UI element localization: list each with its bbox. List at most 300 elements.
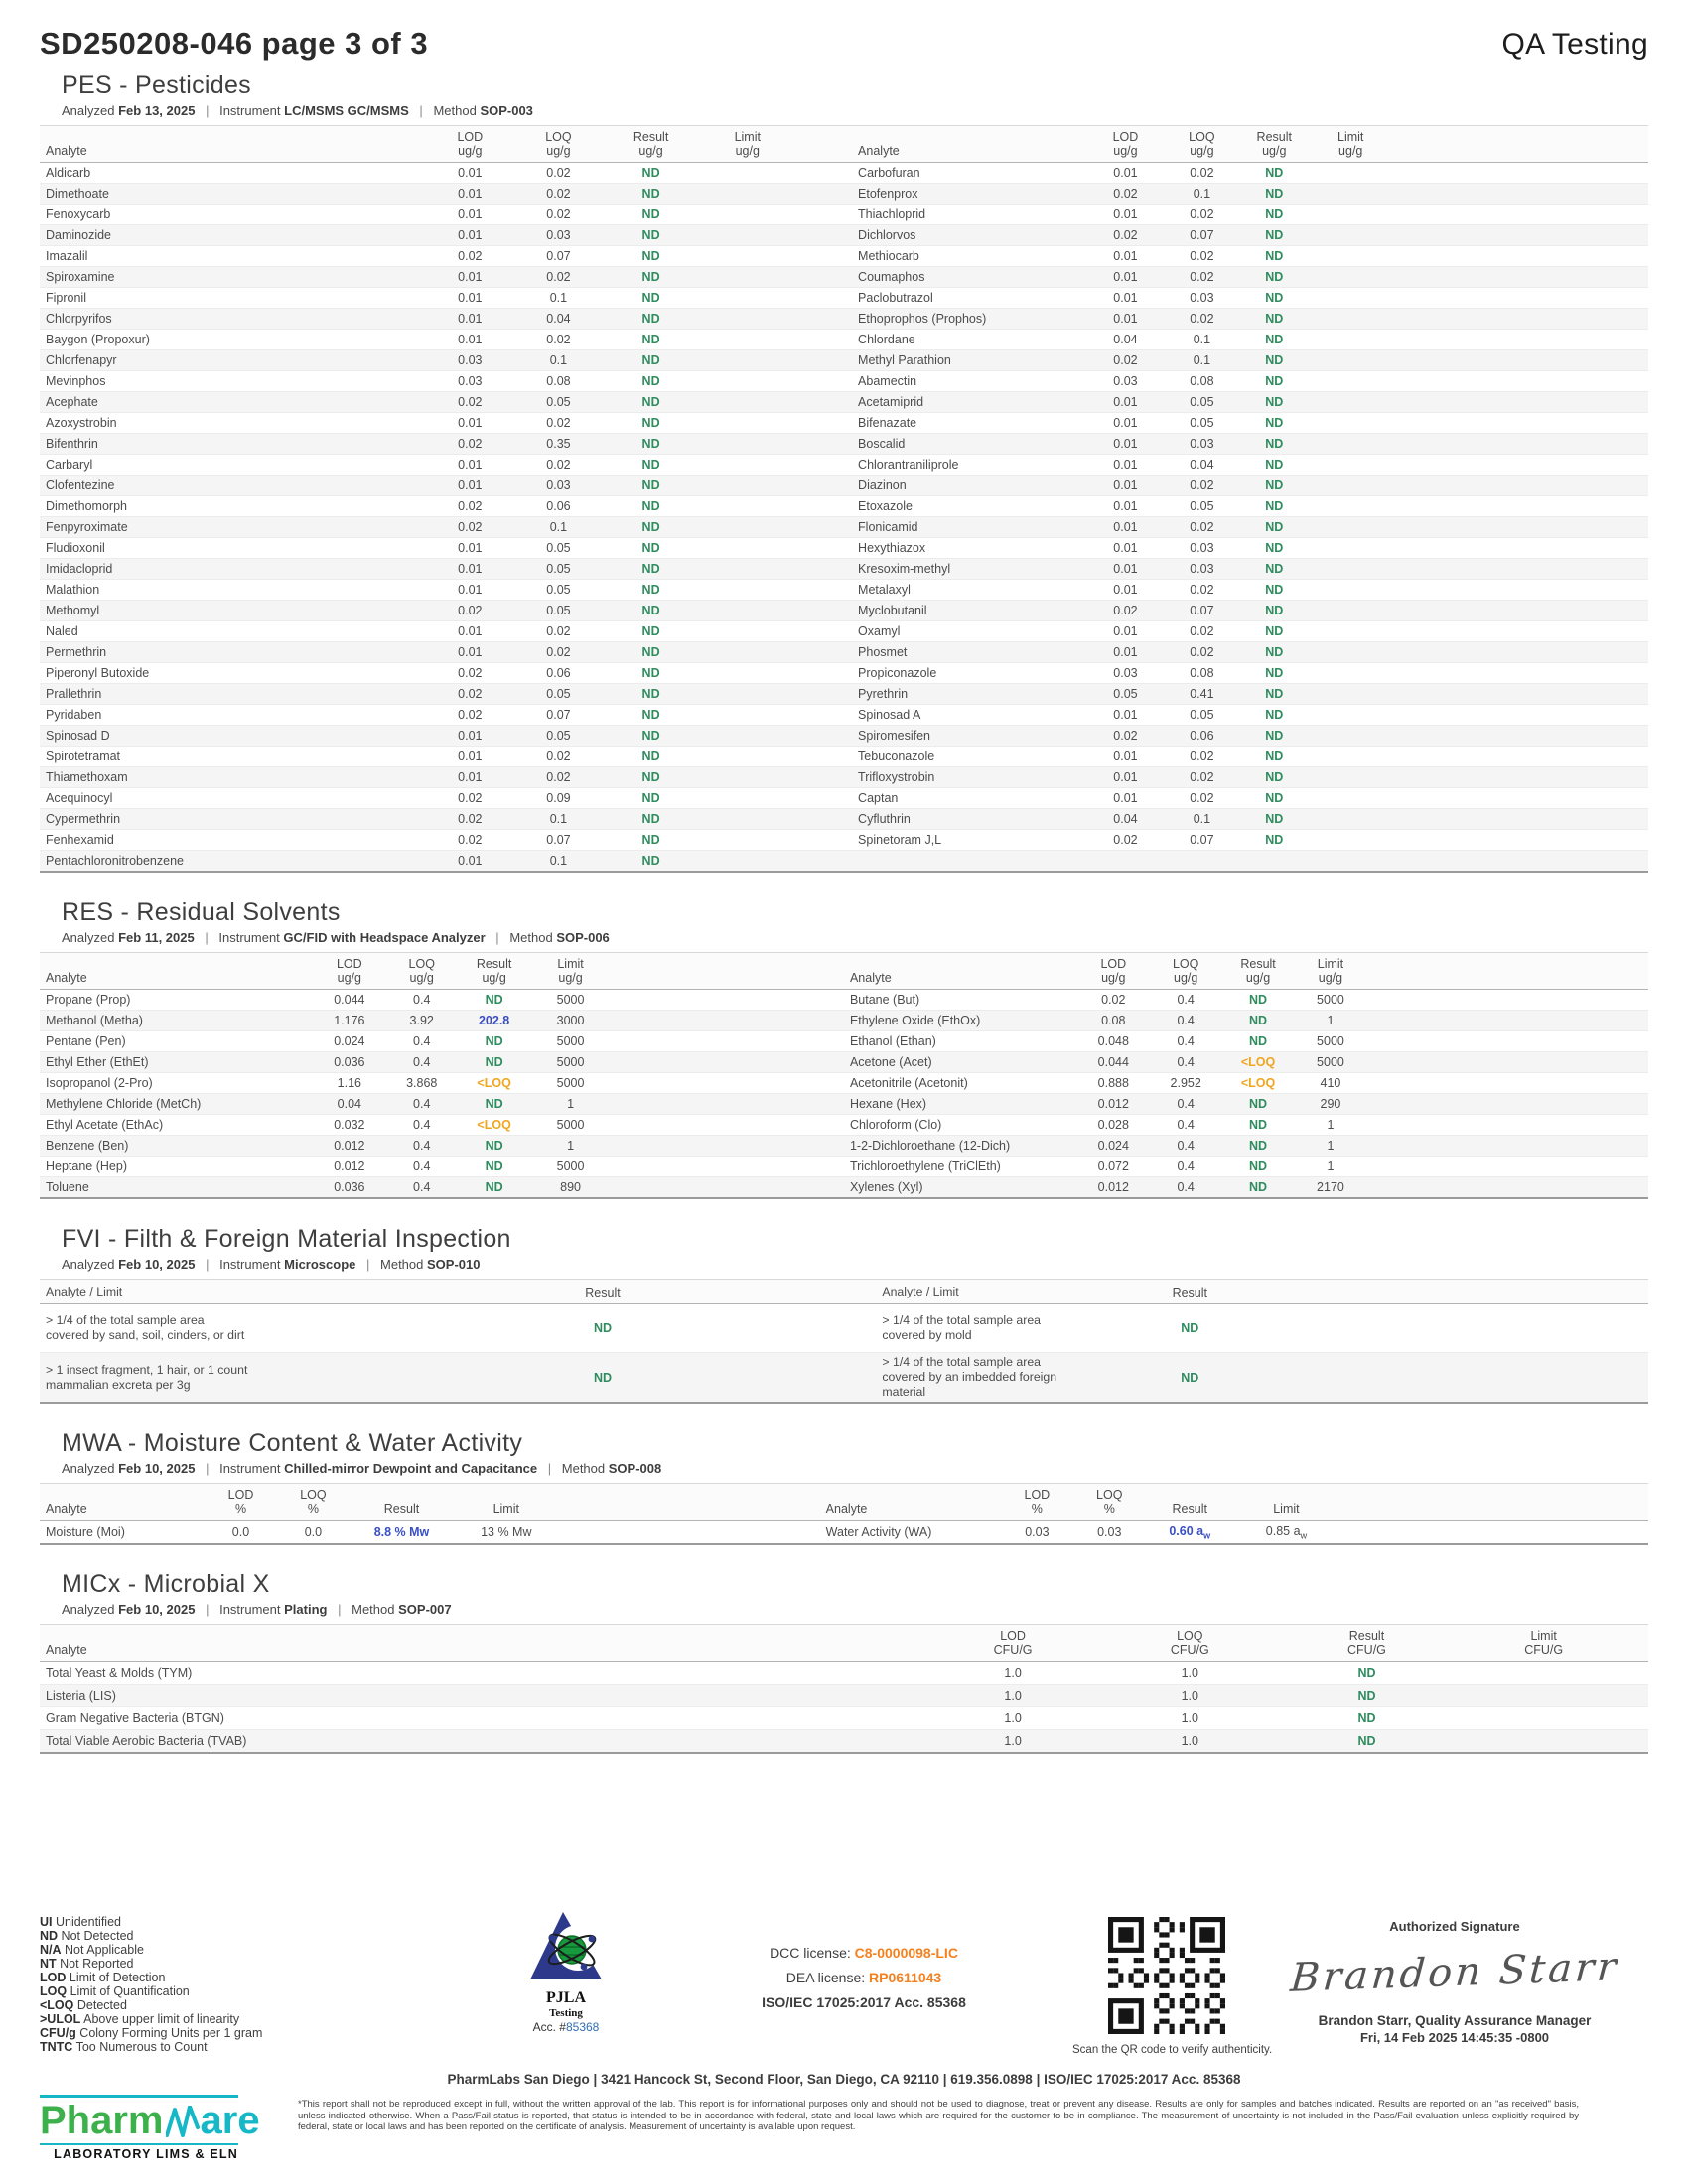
instrument-value: GC/FID with Headspace Analyzer	[283, 930, 486, 945]
lod-value: 0.02	[458, 812, 483, 826]
analyte-name: Acetonitrile (Acetonit)	[849, 1076, 968, 1090]
section-meta	[62, 103, 1648, 118]
microbial-table	[40, 1624, 1648, 1754]
instrument-label: Instrument	[219, 1461, 281, 1476]
analyte-name: Pyrethrin	[858, 687, 909, 701]
analyte-name: Spinosad D	[46, 729, 110, 743]
result-column-header: Result CFU/G	[1347, 1630, 1386, 1657]
table-row	[40, 475, 1648, 495]
loq-value: 0.02	[546, 770, 571, 784]
result-column-header: Result	[1172, 1286, 1207, 1299]
lod-value: 0.01	[458, 750, 483, 763]
result-value: ND	[641, 437, 660, 451]
table-row	[40, 579, 1648, 600]
result-value: ND	[1265, 166, 1284, 180]
lod-value: 0.01	[458, 458, 483, 472]
legend-code: LOD	[40, 1971, 67, 1984]
analyte-column-header: Analyte	[46, 144, 87, 158]
section-microbial	[40, 1570, 1648, 1754]
loq-value: 0.4	[1177, 1180, 1195, 1194]
limit-value: 5000	[556, 1055, 585, 1069]
loq-value: 0.03	[1190, 437, 1214, 451]
analyte-name: Chlorantraniliprole	[858, 458, 959, 472]
analyzed-date: Feb 13, 2025	[118, 103, 196, 118]
analyte-name: Spinosad A	[858, 708, 921, 722]
result-value: ND	[485, 993, 503, 1007]
analyte-name: Chlordane	[858, 333, 915, 346]
analyte-name: Myclobutanil	[858, 604, 927, 617]
limit-value: 1	[1327, 1118, 1335, 1132]
result-value: ND	[641, 270, 660, 284]
loq-value: 2.952	[1170, 1076, 1201, 1090]
section-meta	[62, 930, 1648, 945]
table-row	[40, 683, 1648, 704]
lod-value: 0.028	[1097, 1118, 1129, 1132]
analyte-name: Etoxazole	[858, 499, 913, 513]
loq-value: 0.08	[1190, 666, 1214, 680]
result-value: ND	[641, 353, 660, 367]
table-row	[40, 308, 1648, 329]
table-body	[40, 990, 1648, 1197]
lod-value: 0.01	[1113, 207, 1138, 221]
table-body	[40, 1521, 1648, 1543]
table-row	[40, 704, 1648, 725]
lod-value: 0.01	[1113, 166, 1138, 180]
lod-value: 0.02	[1101, 993, 1126, 1007]
analyte-name: Ethanol (Ethan)	[849, 1034, 936, 1048]
lod-value: 0.02	[458, 791, 483, 805]
result-value: ND	[1265, 666, 1284, 680]
result-value: ND	[1357, 1711, 1376, 1725]
lod-value: 0.03	[458, 353, 483, 367]
table-row	[40, 641, 1648, 662]
analyte-column-header: Analyte	[858, 144, 900, 158]
loq-value: 0.02	[1190, 770, 1214, 784]
section-residual-solvents	[40, 898, 1648, 1199]
analyzed-label: Analyzed	[62, 1257, 115, 1272]
table-body	[40, 1662, 1648, 1752]
legend-code: LOQ	[40, 1984, 68, 1998]
table-row	[40, 245, 1648, 266]
loq-value: 0.02	[546, 624, 571, 638]
result-value: ND	[641, 624, 660, 638]
analyte-name: Coumaphos	[858, 270, 925, 284]
loq-column-header: LOQ %	[1096, 1489, 1123, 1516]
pharmware-part1: Pharm	[40, 2099, 164, 2142]
analyte-name: Acequinocyl	[46, 791, 113, 805]
table-row	[40, 662, 1648, 683]
result-value: ND	[1249, 1160, 1268, 1173]
analyte-name: Pentane (Pen)	[46, 1034, 126, 1048]
result-value: ND	[1249, 1180, 1268, 1194]
table-row	[40, 370, 1648, 391]
analyte-name: Fipronil	[46, 291, 86, 305]
limit-value: 5000	[1317, 1055, 1344, 1069]
analyte-name: Dimethomorph	[46, 499, 127, 513]
table-header	[40, 953, 1648, 990]
result-column-header: Result	[383, 1502, 420, 1516]
result-value: ND	[1249, 993, 1268, 1007]
analyte-name: Methomyl	[46, 604, 100, 617]
legend-code: UI	[40, 1915, 53, 1929]
loq-value: 0.02	[546, 166, 571, 180]
table-row	[40, 329, 1648, 349]
result-value: ND	[1265, 750, 1284, 763]
table-row	[40, 600, 1648, 620]
limit-column-header: Limit	[1273, 1502, 1300, 1516]
analyte-name: Spirotetramat	[46, 750, 121, 763]
loq-value: 0.09	[546, 791, 571, 805]
legend-code: ND	[40, 1929, 59, 1943]
loq-value: 0.02	[1190, 624, 1214, 638]
lod-value: 0.03	[458, 374, 483, 388]
analyzed-label: Analyzed	[62, 1461, 115, 1476]
result-value: ND	[1265, 437, 1284, 451]
signature-title: Authorized Signature	[1389, 1919, 1520, 1934]
analyte-name: Naled	[46, 624, 78, 638]
instrument-value: Chilled-mirror Dewpoint and Capacitance	[284, 1461, 538, 1476]
result-value: ND	[1265, 604, 1284, 617]
separator: |	[547, 1461, 552, 1476]
loq-value: 0.0	[304, 1525, 323, 1539]
loq-value: 0.06	[1190, 729, 1214, 743]
analyte-name: Cypermethrin	[46, 812, 121, 826]
analyte-name: Baygon (Propoxur)	[46, 333, 150, 346]
result-value: ND	[641, 583, 660, 597]
loq-column-header: LOQ ug/g	[1172, 958, 1199, 985]
analyte-name: Isopropanol (2-Pro)	[46, 1076, 153, 1090]
result-value: ND	[641, 207, 660, 221]
analyzed-label: Analyzed	[62, 1602, 115, 1617]
legend-text: Detected	[73, 1998, 127, 2012]
lod-column-header: LOD ug/g	[1100, 958, 1127, 985]
result-value: ND	[1265, 645, 1284, 659]
lod-value: 0.01	[1113, 416, 1138, 430]
result-value: ND	[1181, 1321, 1199, 1335]
result-value: <LOQ	[477, 1118, 511, 1132]
loq-value: 0.4	[413, 993, 431, 1007]
analyte-name: Acephate	[46, 395, 98, 409]
loq-value: 0.03	[1097, 1525, 1122, 1539]
result-value: ND	[1265, 374, 1284, 388]
analyte-name: Etofenprox	[858, 187, 918, 201]
loq-value: 0.4	[1177, 1118, 1195, 1132]
result-value: ND	[641, 312, 660, 326]
pjla-logo	[467, 1903, 665, 2034]
result-value: ND	[1265, 416, 1284, 430]
table-row	[40, 746, 1648, 766]
loq-value: 0.1	[549, 854, 568, 868]
loq-column-header: LOQ ug/g	[545, 131, 572, 158]
analyte-name: Dichlorvos	[858, 228, 916, 242]
lod-value: 0.01	[1113, 750, 1138, 763]
loq-value: 0.02	[1190, 645, 1214, 659]
loq-value: 1.0	[1181, 1689, 1198, 1703]
qr-caption: Scan the QR code to verify authenticity.	[1072, 2044, 1273, 2056]
analyte-name: Fludioxonil	[46, 541, 105, 555]
lod-value: 0.048	[1097, 1034, 1129, 1048]
limit-value: 5000	[556, 1034, 585, 1048]
analyte-column-header: Analyte	[46, 1502, 87, 1516]
analyte-name: Paclobutrazol	[858, 291, 933, 305]
analyte-name: Total Viable Aerobic Bacteria (TVAB)	[46, 1734, 247, 1748]
limit-value: 1	[1327, 1160, 1335, 1173]
legend-text: Colony Forming Units per 1 gram	[75, 2026, 263, 2040]
loq-column-header: LOQ %	[300, 1489, 327, 1516]
qr-block	[1072, 1903, 1273, 2056]
table-row	[40, 287, 1648, 308]
table-row	[40, 558, 1648, 579]
result-value: <LOQ	[477, 1076, 511, 1090]
legend-text: Limit of Quantification	[67, 1984, 190, 1998]
lod-value: 0.02	[458, 395, 483, 409]
legend-text: Not Reported	[56, 1957, 134, 1971]
result-value: ND	[641, 374, 660, 388]
instrument-label: Instrument	[218, 930, 280, 945]
result-value: ND	[593, 1321, 613, 1335]
analyte-column-header: Analyte	[46, 971, 87, 985]
analyte-name: Boscalid	[858, 437, 906, 451]
loq-value: 0.02	[1190, 312, 1214, 326]
result-value: 8.8 % Mw	[373, 1525, 430, 1539]
legend-text: Limit of Detection	[66, 1971, 166, 1984]
table-row	[40, 391, 1648, 412]
lod-value: 0.024	[1097, 1139, 1129, 1153]
loq-value: 0.05	[546, 583, 571, 597]
lod-value: 0.01	[458, 207, 483, 221]
instrument-label: Instrument	[219, 1602, 281, 1617]
analyte-name: Chlorpyrifos	[46, 312, 112, 326]
analyte-name: Piperonyl Butoxide	[46, 666, 150, 680]
analyte-limit-column-header: Analyte / Limit	[882, 1285, 959, 1298]
analyzed-date: Feb 10, 2025	[118, 1257, 196, 1272]
analyte-name: Methyl Parathion	[858, 353, 951, 367]
loq-value: 0.07	[546, 833, 571, 847]
loq-value: 0.02	[1190, 270, 1214, 284]
dcc-license-label: DCC license:	[770, 1945, 851, 1961]
analyte-name: Abamectin	[858, 374, 917, 388]
result-value: ND	[641, 812, 660, 826]
lod-value: 0.01	[1113, 249, 1138, 263]
analyte-name: Gram Negative Bacteria (BTGN)	[46, 1711, 224, 1725]
analyte-name: Daminozide	[46, 228, 112, 242]
analyte-name: Fenpyroximate	[46, 520, 128, 534]
result-value: ND	[641, 645, 660, 659]
lod-value: 0.01	[458, 562, 483, 576]
separator: |	[206, 1602, 210, 1617]
loq-value: 0.05	[546, 729, 571, 743]
analyte-limit-text: > 1 insect fragment, 1 hair, or 1 count mammalian excreta per 3g	[46, 1362, 248, 1392]
table-row	[40, 766, 1648, 787]
table-row	[40, 725, 1648, 746]
lod-value: 0.01	[458, 416, 483, 430]
lod-value: 0.02	[1113, 729, 1138, 743]
result-column-header: Result ug/g	[1240, 958, 1276, 985]
lod-value: 0.01	[1113, 541, 1138, 555]
loq-value: 0.05	[1190, 395, 1214, 409]
result-value: ND	[485, 1097, 503, 1111]
result-value: ND	[1265, 708, 1284, 722]
loq-value: 0.02	[1190, 750, 1214, 763]
result-value: ND	[641, 478, 660, 492]
loq-value: 0.02	[1190, 583, 1214, 597]
analyte-name: Permethrin	[46, 645, 107, 659]
result-value: ND	[1249, 1097, 1268, 1111]
loq-value: 0.05	[1190, 416, 1214, 430]
bottom-row	[40, 2095, 1648, 2161]
loq-value: 0.02	[546, 207, 571, 221]
analyzed-label: Analyzed	[62, 930, 115, 945]
method-value: SOP-008	[608, 1461, 662, 1476]
table-row	[40, 433, 1648, 454]
loq-value: 0.04	[1190, 458, 1214, 472]
limit-column-header: Limit CFU/G	[1524, 1630, 1564, 1657]
analyte-name: Methylene Chloride (MetCh)	[46, 1097, 202, 1111]
pharmware-part2: are	[200, 2099, 260, 2142]
result-column-header: Result ug/g	[633, 131, 669, 158]
analyte-name: Xylenes (Xyl)	[849, 1180, 923, 1194]
loq-value: 3.868	[406, 1076, 438, 1090]
analyte-name: Kresoxim-methyl	[858, 562, 951, 576]
lod-value: 0.01	[458, 583, 483, 597]
limit-value: 890	[560, 1180, 581, 1194]
loq-value: 0.4	[1177, 1097, 1195, 1111]
result-value: ND	[641, 770, 660, 784]
dcc-license-line	[695, 1945, 1033, 1961]
analyte-name: Propiconazole	[858, 666, 937, 680]
result-value: ND	[1181, 1370, 1199, 1385]
lod-value: 0.02	[1113, 187, 1138, 201]
pjla-name: PJLA	[546, 1989, 586, 2006]
legend-text: Not Applicable	[61, 1943, 144, 1957]
loq-column-header: LOQ CFU/G	[1170, 1630, 1209, 1657]
result-column-header: Result	[585, 1286, 621, 1299]
limit-value: 2170	[1317, 1180, 1344, 1194]
lod-value: 0.024	[334, 1034, 365, 1048]
table-row	[40, 204, 1648, 224]
method-value: SOP-003	[480, 103, 533, 118]
table-header	[40, 1280, 1648, 1304]
lod-value: 0.012	[1097, 1097, 1129, 1111]
method-label: Method	[352, 1602, 395, 1617]
limit-value: 5000	[556, 1076, 585, 1090]
limit-column-header: Limit ug/g	[734, 131, 761, 158]
lod-value: 0.01	[458, 541, 483, 555]
limit-value: 0.85 $a_w$	[1265, 1523, 1308, 1541]
result-value: ND	[1265, 624, 1284, 638]
analyte-column-header: Analyte	[825, 1502, 868, 1516]
legend-code: NT	[40, 1957, 57, 1971]
table-row	[40, 224, 1648, 245]
loq-value: 0.4	[1177, 1014, 1195, 1027]
analyte-name: Ethoprophos (Prophos)	[858, 312, 987, 326]
lod-value: 0.01	[1113, 791, 1138, 805]
lod-value: 0.01	[458, 270, 483, 284]
lod-value: 0.01	[1113, 458, 1138, 472]
loq-value: 0.05	[546, 541, 571, 555]
lod-value: 0.02	[458, 604, 483, 617]
loq-value: 0.07	[546, 708, 571, 722]
loq-value: 0.1	[1193, 187, 1211, 201]
result-value: ND	[641, 187, 660, 201]
loq-value: 0.4	[413, 1139, 431, 1153]
dea-license-line	[695, 1970, 1033, 1985]
analyte-name: Aldicarb	[46, 166, 91, 180]
dcc-license-value: C8-0000098-LIC	[854, 1945, 958, 1961]
legend-code: N/A	[40, 1943, 62, 1957]
analyzed-date: Feb 10, 2025	[118, 1461, 196, 1476]
analyte-name: 1-2-Dichloroethane (12-Dich)	[849, 1139, 1011, 1153]
result-value: ND	[485, 1160, 503, 1173]
loq-value: 0.02	[1190, 791, 1214, 805]
table-row	[40, 620, 1648, 641]
dea-license-value: RP0611043	[869, 1970, 942, 1985]
lod-value: 0.02	[1113, 833, 1138, 847]
method-label: Method	[561, 1461, 606, 1476]
analyte-name: Methiocarb	[858, 249, 919, 263]
analyte-name: Clofentezine	[46, 478, 115, 492]
lod-value: 0.036	[334, 1180, 365, 1194]
lod-value: 0.02	[458, 249, 483, 263]
instrument-label: Instrument	[219, 103, 281, 118]
table-row	[40, 1352, 1648, 1402]
lod-value: 0.04	[337, 1097, 361, 1111]
table-row	[40, 850, 1648, 871]
pjla-acc-number: 85368	[565, 2020, 600, 2034]
page-title: SD250208-046 page 3 of 3	[40, 26, 429, 61]
analyte-name: Listeria (LIS)	[46, 1689, 116, 1703]
limit-value: 5000	[1317, 1034, 1344, 1048]
lod-value: 0.02	[1113, 353, 1138, 367]
result-value: ND	[1265, 833, 1284, 847]
analyte-name: Diazinon	[858, 478, 907, 492]
loq-value: 0.35	[546, 437, 571, 451]
table-row	[40, 829, 1648, 850]
table-row	[40, 1176, 1648, 1197]
limit-value: 290	[1320, 1097, 1341, 1111]
result-value: ND	[641, 291, 660, 305]
pjla-accreditation	[467, 2020, 665, 2034]
loq-value: 0.02	[546, 416, 571, 430]
table-row	[40, 516, 1648, 537]
lod-value: 0.01	[1113, 291, 1138, 305]
section-meta	[62, 1257, 1648, 1272]
lod-value: 0.01	[458, 770, 483, 784]
limit-value: 1	[1327, 1014, 1335, 1027]
legend-item	[40, 1971, 467, 1984]
result-value: ND	[641, 687, 660, 701]
result-value: ND	[641, 499, 660, 513]
analyte-name: Dimethoate	[46, 187, 109, 201]
method-value: SOP-006	[556, 930, 610, 945]
section-meta	[62, 1461, 1648, 1476]
pesticides-table	[40, 125, 1648, 873]
loq-value: 0.4	[413, 1055, 431, 1069]
signature-handwriting: Brandon Starr	[1289, 1944, 1620, 2001]
result-value: ND	[1265, 187, 1284, 201]
lod-value: 1.0	[1004, 1711, 1022, 1725]
analyte-limit-text: > 1/4 of the total sample area covered by an imbedded foreign material	[882, 1355, 1057, 1399]
pharmware-w-icon	[166, 2106, 200, 2137]
instrument-label: Instrument	[219, 1257, 281, 1272]
lod-value: 0.08	[1101, 1014, 1126, 1027]
analyte-name: Hexane (Hex)	[849, 1097, 927, 1111]
pjla-triangle-icon	[526, 1909, 606, 1982]
result-value: ND	[1265, 520, 1284, 534]
pjla-acc-label: Acc. #	[532, 2020, 566, 2034]
header-right-label: QA Testing	[1501, 28, 1648, 61]
analyte-name: Spiromesifen	[858, 729, 930, 743]
